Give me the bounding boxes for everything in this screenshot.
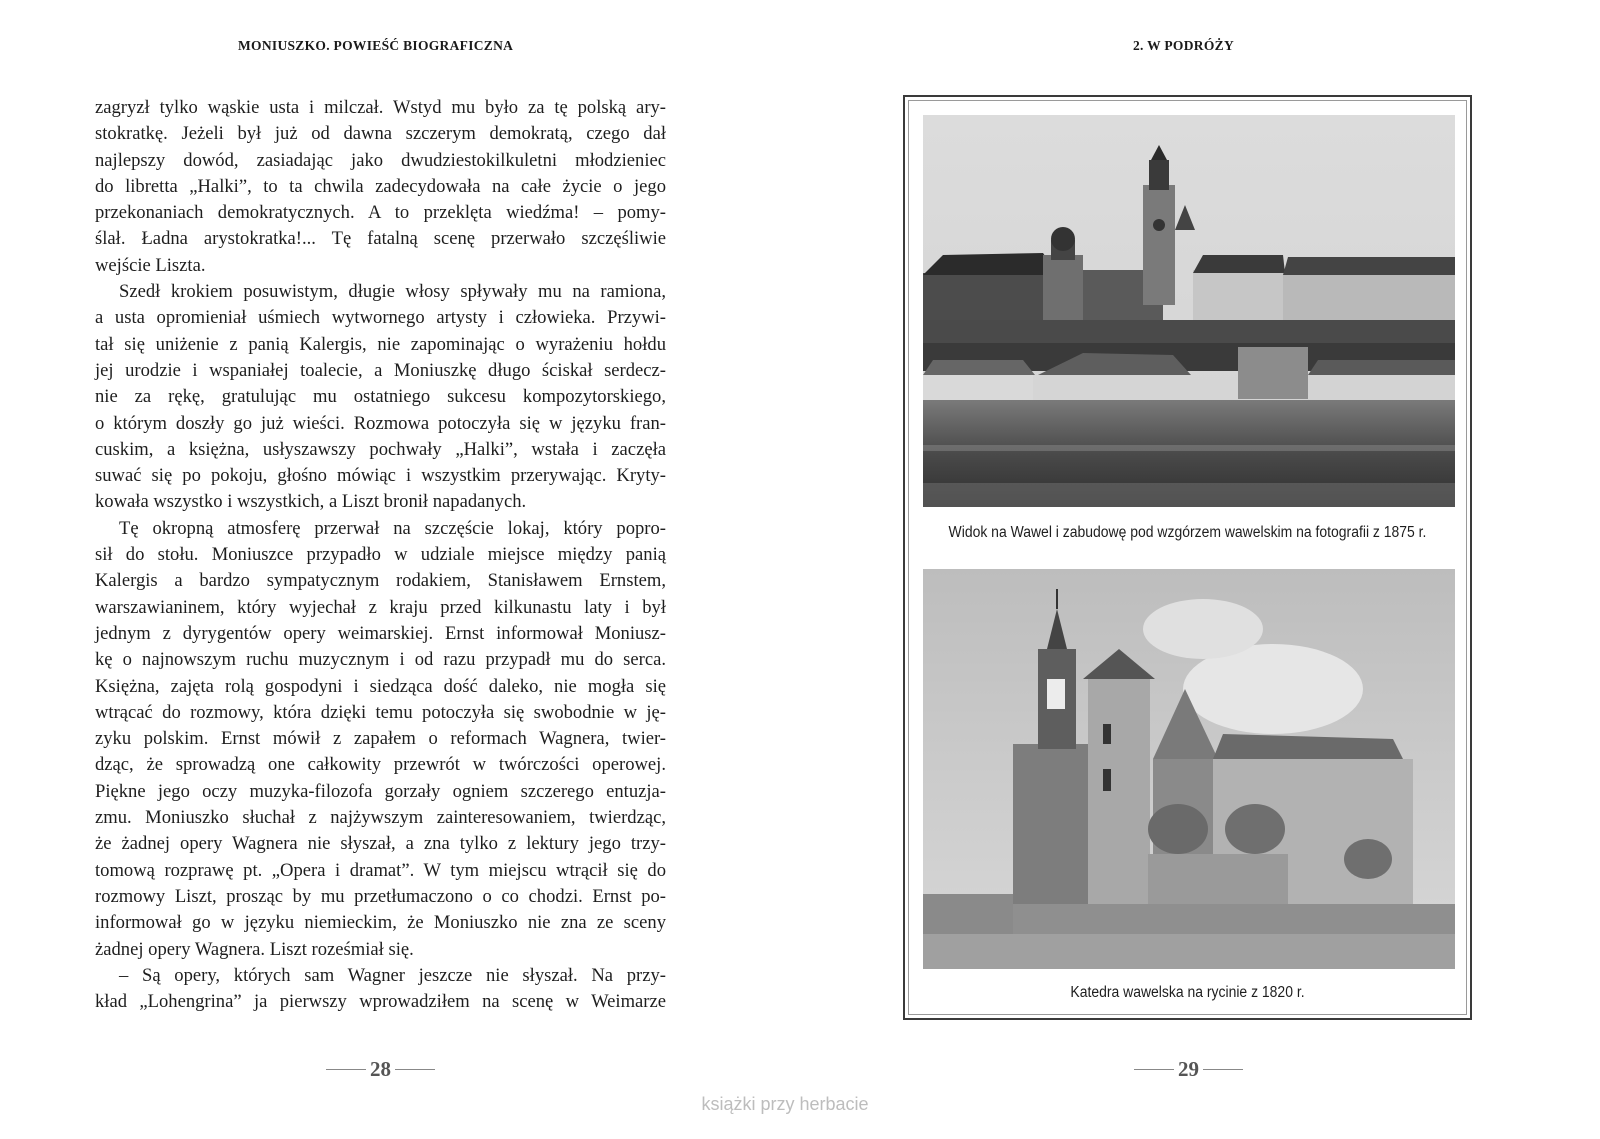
text-line: żadnej opery Wagnera. Liszt roześmiał się.	[95, 938, 414, 960]
text-line: najlepszy dowód, zasiadając jako dwudziestokilkuletni młodzieniec	[95, 149, 666, 171]
page-number-value: 28	[370, 1057, 391, 1081]
folio-rule	[326, 1069, 366, 1070]
folio-rule	[1203, 1069, 1243, 1070]
text-line: kład „Lohengrina” ja pierwszy wprowadziłem na scenę w Weimarze	[95, 991, 666, 1013]
text-line: wejście Liszta.	[95, 254, 206, 276]
text-line: cuskim, a księżna, usłyszawszy pochwały „Halki”, wstała i zaczęła	[95, 438, 666, 460]
page-number-value: 29	[1178, 1057, 1199, 1081]
text-line: zyku polskim. Ernst mówił z zapałem o reformach Wagnera, twier-	[95, 728, 666, 750]
watermark: książki przy herbacie	[701, 1094, 869, 1114]
page-number-left	[322, 1057, 439, 1082]
folio-rule	[1134, 1069, 1174, 1070]
text-line: a usta opromieniał uśmiech wytwornego artysty i człowieka. Przywi-	[95, 307, 666, 329]
page-number-right	[1130, 1057, 1247, 1082]
running-head-right: 2. W PODRÓŻY	[1133, 38, 1234, 53]
text-line: wtrącać do rozmowy, która dzięki temu potoczyła się swobodnie w ję-	[95, 701, 666, 723]
text-line: sił do stołu. Moniuszce przypadło w udziale miejsce między panią	[95, 544, 666, 566]
wawel-hill-illustration	[923, 115, 1455, 507]
folio-rule	[395, 1069, 435, 1070]
text-line: Kalergis a bardzo sympatycznym rodakiem, Stanisławem Ernstem,	[95, 570, 666, 592]
text-line: zagryzł tylko wąskie usta i milczał. Wstyd mu było za tę polską ary-	[95, 97, 666, 118]
text-line: tał się uniżenie z panią Kalergis, nie zapominając o wyrażeniu hołdu	[95, 333, 666, 355]
text-line: kowała wszystko i wszystkich, a Liszt bronił napadanych.	[95, 491, 527, 513]
text-line: tomową rozprawę pt. „Opera i dramat”. W tym miejscu wtrącił się do	[95, 859, 666, 881]
engraving-wawel-cathedral	[923, 569, 1455, 969]
wawel-cathedral-illustration	[923, 569, 1455, 969]
text-line: nie za rękę, gratulując mu ostatniego sukcesu kompozytorskiego,	[95, 386, 666, 408]
photo-wawel-hill	[923, 115, 1455, 507]
figure-caption-2: Katedra wawelska na rycinie z 1820 r.	[1070, 984, 1305, 1001]
text-line: suwać się po pokoju, głośno mówiąc i wszystkim przerywając. Kryty-	[95, 465, 666, 487]
text-line: Księżna, zajęta rolą gospodyni i siedząca dość daleko, nie mogła się	[95, 675, 666, 697]
text-line: informował go w języku niemieckim, że Moniuszko nie zna ze sceny	[95, 912, 666, 934]
figure-frame	[903, 95, 1472, 1020]
text-line: Szedł krokiem posuwistym, długie włosy spływały mu na ramiona,	[119, 281, 666, 303]
text-line: Piękne jego oczy muzyka-filozofa gorzały ogniem szczerego entuzja-	[95, 780, 666, 802]
text-line: zmu. Moniuszko słuchał z najżywszym zainteresowaniem, twierdząc,	[95, 807, 666, 829]
text-line: warszawianinem, który wyjechał z kraju przed kilkunastu laty i był	[95, 596, 666, 618]
text-line: kę o najnowszym ruchu muzycznym i od razu przypadł mu do serca.	[95, 649, 666, 671]
text-line: jej urodzie i wspaniałej toalecie, a Moniuszkę długo ściskał serdecz-	[95, 359, 666, 381]
running-head-left: MONIUSZKO. POWIEŚĆ BIOGRAFICZNA	[238, 38, 514, 53]
text-line: – Są opery, których sam Wagner jeszcze nie słyszał. Na przy-	[119, 964, 666, 986]
text-line: rozmowy Liszt, prosząc by mu przetłumaczono o co chodzi. Ernst po-	[95, 885, 666, 907]
text-line: do libretta „Halki”, to ta chwila zadecydowała na całe życie o jego	[95, 175, 666, 197]
text-line: przekonaniach demokratycznych. A to przeklęta wiedźma! – pomy-	[95, 202, 666, 224]
text-line: Tę okropną atmosferę przerwał na szczęście lokaj, który popro-	[119, 517, 666, 539]
text-line: dząc, że sprowadzą one całkowity przewrót w twórczości operowej.	[95, 754, 666, 776]
figure-caption-1: Widok na Wawel i zabudowę pod wzgórzem wawelskim na fotografii z 1875 r.	[948, 524, 1427, 541]
text-line: ślał. Ładna arystokratka!... Tę fatalną scenę przerwało szczęśliwie	[95, 228, 666, 250]
text-line: o którym doszły go już wieści. Rozmowa potoczyła się w języku fran-	[95, 412, 666, 434]
text-line: że żadnej opery Wagnera nie słyszał, a zna tylko z lektury jego trzy-	[95, 833, 666, 855]
body-text-column	[95, 95, 666, 1015]
text-line: stokratkę. Jeżeli był już od dawna szczerym demokratą, czego dał	[95, 123, 666, 145]
text-line: jednym z dyrygentów opery weimarskiej. Ernst informował Moniusz-	[95, 622, 666, 644]
